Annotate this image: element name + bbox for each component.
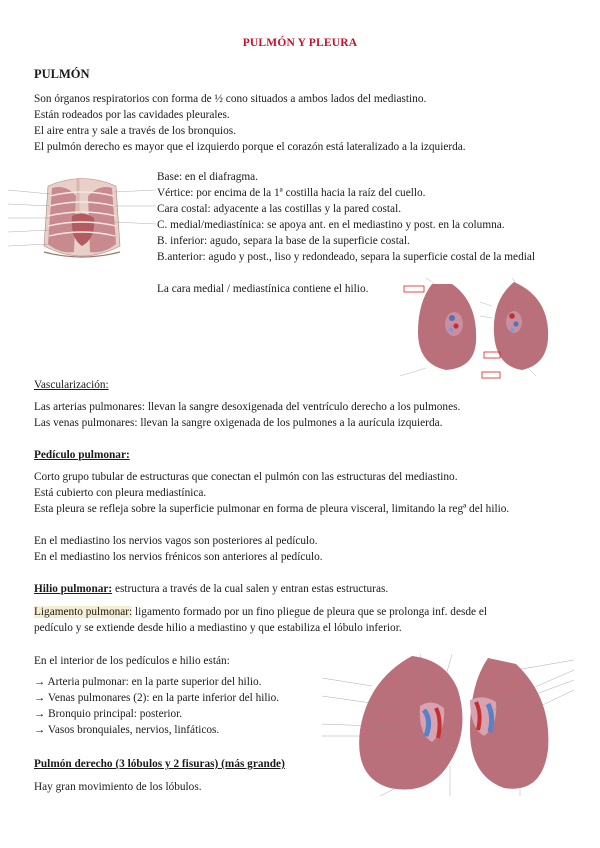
vascularization-heading: Vascularización: [34, 379, 109, 391]
intro-line: El pulmón derecho es mayor que el izquierdo porque el corazón está lateralizado a la izquierda. [34, 141, 466, 153]
pedicle-line: Corto grupo tubular de estructuras que conectan el pulmón con las estructuras del mediastino. [34, 471, 458, 483]
contents-item: → Vasos bronquiales, nervios, linfáticos. [34, 724, 220, 736]
intro-line: El aire entra y sale a través de los bronquios. [34, 125, 237, 137]
lung-part: B. inferior: agudo, separa la base de la superficie costal. [157, 235, 410, 247]
pedicle-nerve-line: En el mediastino los nervios vagos son posteriores al pedículo. [34, 535, 318, 547]
section-heading-lung: PULMÓN [34, 67, 90, 81]
contents-item: → Bronquio principal: posterior. [34, 708, 183, 720]
right-lung-heading: Pulmón derecho (3 lóbulos y 2 fisuras) (más grande) [34, 758, 285, 770]
page-title: PULMÓN Y PLEURA [242, 37, 358, 49]
lung-part: Cara costal: adyacente a las costillas y la pared costal. [157, 203, 402, 215]
right-lung-hilum-figure [320, 650, 576, 798]
ligament-text-2: pedículo y se extiende desde hilio a mediastino y que estabiliza el lóbulo inferior. [34, 622, 402, 634]
hilum-definition [34, 581, 388, 597]
intro-line: Son órganos respiratorios con forma de ½ cono situados a ambos lados del mediastino. [34, 93, 427, 105]
pedicle-line: Está cubierto con pleura mediastínica. [34, 487, 207, 499]
ligament-definition [34, 604, 487, 620]
lung-part: C. medial/mediastínica: se apoya ant. en el mediastino y post. en la columna. [157, 219, 505, 231]
right-lung-text: Hay gran movimiento de los lóbulos. [34, 781, 202, 793]
ligament-text: ligamento formado por un fino pliegue de pleura que se prolonga inf. desde el [132, 606, 488, 618]
lung-part: Base: en el diafragma. [157, 171, 258, 183]
intro-line: Están rodeados por las cavidades pleurales. [34, 109, 230, 121]
hilum-term: Hilio pulmonar: [34, 583, 113, 595]
contents-item: → Arteria pulmonar: en la parte superior del hilio. [34, 676, 262, 688]
contents-intro: En el interior de los pedículos e hilio están: [34, 655, 230, 667]
pedicle-nerve-line: En el mediastino los nervios frénicos son anteriores al pedículo. [34, 551, 323, 563]
thorax-anatomy-figure [8, 166, 156, 276]
pedicle-heading: Pedículo pulmonar: [34, 449, 130, 461]
vascularization-line: Las venas pulmonares: llevan la sangre oxigenada de los pulmones a la aurícula izquierda. [34, 417, 443, 429]
contents-item: → Venas pulmonares (2): en la parte inferior del hilio. [34, 692, 280, 704]
hilum-text: estructura a través de la cual salen y entran estas estructuras. [112, 583, 389, 595]
medial-lungs-figure [396, 272, 566, 382]
pedicle-line: Esta pleura se refleja sobre la superficie pulmonar en forma de pleura visceral, limitando la regª del hilio. [34, 503, 510, 515]
lung-part: Vértice: por encima de la 1ª costilla hacia la raíz del cuello. [157, 187, 426, 199]
lung-part: B.anterior: agudo y post., liso y redondeado, separa la superficie costal de la medial [157, 251, 536, 263]
ligament-term: Ligamento pulmonar: [34, 606, 133, 618]
medial-note: La cara medial / mediastínica contiene el hilio. [157, 283, 369, 295]
vascularization-line: Las arterias pulmonares: llevan la sangre desoxigenada del ventrículo derecho a los pulmones. [34, 401, 461, 413]
